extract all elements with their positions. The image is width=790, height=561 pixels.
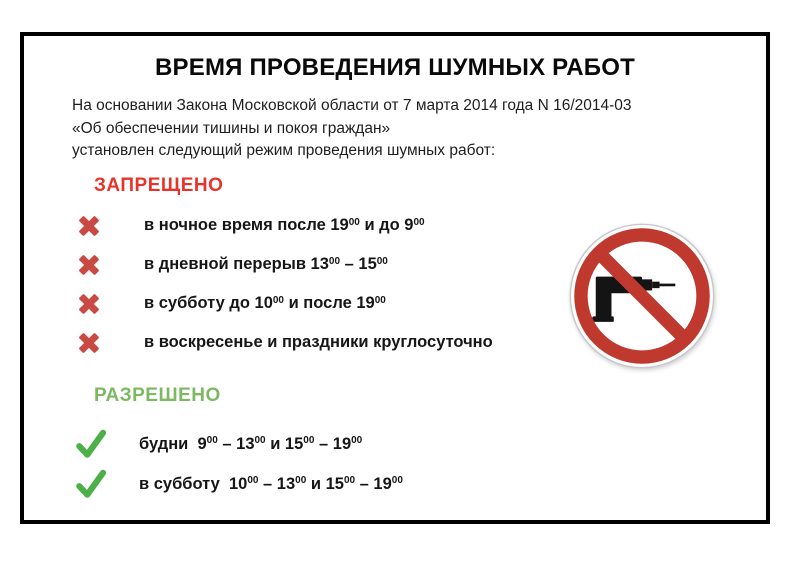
rule-item (76, 284, 493, 323)
check-icon (74, 468, 108, 500)
poster-board (20, 32, 770, 524)
cross-icon (76, 330, 102, 356)
rule-item (74, 464, 403, 504)
allowed-list (74, 424, 403, 504)
rule-item (76, 245, 493, 284)
cross-icon (76, 291, 102, 317)
intro-line-3: установлен следующий режим проведения шумных работ: (72, 142, 496, 159)
poster-title: ВРЕМЯ ПРОВЕДЕНИЯ ШУМНЫХ РАБОТ (155, 54, 635, 81)
rule-text: будни $9^{00} - 13^{00}$ и $15^{00} - 19^{00}$ (139, 434, 363, 453)
check-icon (74, 428, 108, 460)
prohibited-list (76, 206, 493, 362)
rule-item (74, 424, 403, 464)
rule-text: в воскресенье и праздники круглосуточно (144, 333, 493, 351)
rule-text: в дневной перерыв $13^{00} - 15^{00}$ (144, 255, 388, 273)
intro-line-1: На основании Закона Московской области от 7 марта 2014 года N 16/2014-03 (72, 97, 632, 114)
prohibited-heading: ЗАПРЕЩЕНО (94, 175, 224, 196)
rule-item (76, 323, 493, 362)
cross-icon (76, 213, 102, 239)
rule-text: в ночное время после $19^{00}$ и до $9^{00}$ (144, 216, 425, 234)
intro-text (72, 95, 632, 163)
allowed-heading: РАЗРЕШЕНО (94, 385, 221, 406)
rule-text: в субботу до $10^{00}$ и после $19^{00}$ (144, 294, 386, 312)
rule-text: в субботу $10^{00} - 13^{00}$ и $15^{00} - 19^{00}$ (139, 474, 403, 493)
intro-line-2: «Об обеспечении тишины и покоя граждан» (72, 119, 391, 137)
no-drilling-prohibition-sign (568, 222, 716, 370)
cross-icon (76, 252, 102, 278)
rule-item (76, 206, 493, 245)
